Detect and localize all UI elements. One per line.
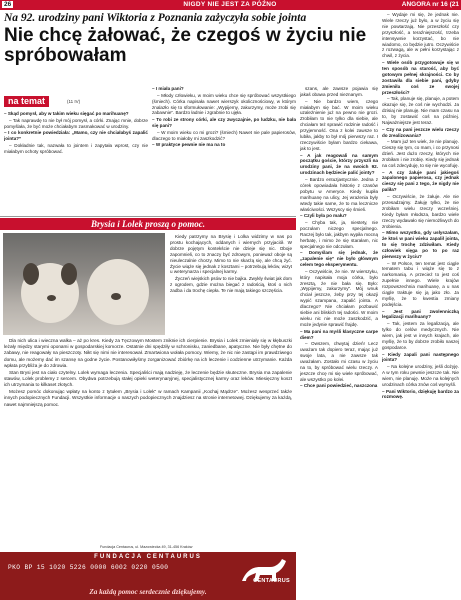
section-title: NIGDY NIE JEST ZA PÓŹNO bbox=[183, 1, 277, 8]
page-number: 26 bbox=[4, 1, 12, 8]
interview-answer: – Nie bardzo wiem, czego miałabym się bać. W moim wieku uzależnienie już na pewno nie grozi. Zrobiłam to nie tylko dla siebie, ale chciałam też sprawić rodzinie radość i przyjemność. Ona z kolei zawsze to lubiła, jakby to był mój pierwszy raz. I rzeczywiście byłam bardzo ciekawa, jak to jest. bbox=[300, 98, 378, 151]
logo-label: CENTAURUS bbox=[253, 578, 290, 584]
interview-question: – Czy na pani jeszcze wielu rzeczy do zrealizowania? bbox=[382, 126, 459, 138]
bank-account: PKO BP 15 1020 5226 0000 6002 0220 0500 bbox=[8, 564, 169, 571]
interview-question: – Czyli była po mału? bbox=[300, 213, 347, 219]
interview-question: – I miała pani? bbox=[152, 86, 184, 91]
interview-answer: – W moim wieku co mi grozi? (śmiech) Nawet nie pale papierosów, dlaczego to miałoby mi zaszkodzić? bbox=[152, 129, 296, 141]
appeal-side-paragraph-1: Kiedy patrzymy na Brysię i Lolka widzimy w nas po prostu kochających, oddanych i wiernych przyjaciół. W dobrze pojętym kontekście nie dzieje się nic. Oboje zapomnieli, co to znaczy być zdrowym, ponieważ oboje są nieuleczalnie chorzy. Mimo to nie skarżą się, ale chcą żyć. Życie wiąże się jednak z kosztami – potrzebują leków, wizyt u weterynarza i specjalnej karmy. bbox=[170, 234, 292, 275]
interview-answer: – Tak, planuje się, planuje, a potem okazuje się, że coś nie wychodzi. Ja dzisiaj nie planuję. Nie mam czasu na to, by zostawić coś na później. Najważniejsze jest teraz. bbox=[382, 96, 459, 125]
issue-label: ANGORA nr 16 (21 bbox=[401, 1, 459, 8]
page-header-bar bbox=[0, 0, 461, 10]
interview-question: – Wiele osób przygotowuje się w ten sposób na starość, aby być gotowym pełnej skrajności. Co by zostawiła dla siebie pani, gdyby zmieniła coś ze swojej przeszłości? bbox=[382, 60, 459, 95]
interview-answer: – Młody człowieku, w moim wieku chce się spróbować wszystkiego (śmiech). Córka napisała nawet wierszyk okolicznościowy, w którym znalazło się to sformułowanie: „Wypijemy, zakurzymy, może zrobi się zabawnie”. Bardzo ładnie i zgrabnie to ujęła. bbox=[152, 92, 296, 116]
appeal-body-paragraph-3: Możesz pomóc dokonując wpłaty na konto z tytułem „Brysia i Lolek” w ramach Kampanii „Kochaj Mądrze”. Możesz wesprzeć także innych podopiecznych Fundacji. Wszystkie informacje o naszych podopiecznych znajdziesz na stronie internetowej. Dziękujemy za każdą, nawet najmniejszą pomoc. bbox=[4, 389, 292, 407]
appeal-title: Brysia i Lolek proszą o pomoc. bbox=[0, 218, 296, 230]
appeal-body-text bbox=[4, 338, 292, 544]
section-date: (11 IV) bbox=[67, 99, 81, 104]
interview-answer: – Na kolejne urodziny, jeśli dożyję. A w tym roku pewnie jeszcze tak. Nie wiem, nie planuję. Może na kolejnych urodzinach córka znów coś wymyśli. bbox=[382, 364, 459, 387]
article-headline: Nie chcę żałować, że czegoś w życiu nie spróbowałam bbox=[4, 25, 367, 66]
appeal-body-paragraph-2: Stan Brysi jest na ciało czytelny. Lolek wymaga leczenia. Specjaliści mają nadzieję, że leczenie będzie skuteczne. Brysia ma zapalenie stawów, Lolek problemy z sercem. Obydwa potrzebują stałej opieki weterynaryjnej, specjalistycznej karmy oraz leków. Miesięczny koszt ich utrzymania to kilkaset złotych. bbox=[4, 369, 292, 388]
dog-lolek-ear bbox=[23, 263, 39, 285]
interview-question: – Mimo wszystko, gdy usłyszałam, że ktoś w pani wieku zapalił jointa, to się trochę zdziwiłam. Kiedy człowiek sięga po to po raz pierwszy w życiu? bbox=[382, 230, 459, 259]
interview-question: – A czy żałuje pani jakiegoś zapalonego papierosa, czy jednak cieszy się pani z tego, że nigdy nie paliła? bbox=[382, 169, 459, 193]
interview-answer: – Tak naprawdę to nie był mój pomysł, a córki. Znając mnie, dobrze pomyślała, że być może chciałabym zasmakować w urodziny. bbox=[4, 117, 148, 129]
fund-address: Fundacja Centaurus, ul. Mazowiecka 49, 31-456 Kraków bbox=[100, 545, 193, 549]
interview-question: – Skąd pomysł, aby w takim wieku sięgać po marihuanę? bbox=[4, 111, 129, 116]
interview-question: – A jak reagowali na samym początku goście, którzy przyszli na urodziny pani, że na swoich 92. urodzinach będziecie palić jointy? bbox=[300, 152, 378, 176]
interview-question: – Domyślam się jednak, że „zapalenie się” nie było głównym celem tego eksperymentu. bbox=[300, 250, 378, 268]
article-kicker: Na 92. urodziny pani Wiktoria z Poznania zażyczyła sobie jointa bbox=[4, 12, 307, 24]
dogs-photo bbox=[3, 233, 165, 335]
dog-lolek-ear-right bbox=[61, 263, 77, 285]
interview-answer: – Owszem, chwytaj dzień! Lecz uważam tak dopiero teraz, mając już swoje lata, a nie zawsze tak uważałam. Zostało mi czasu w życiu na to, by spróbować wielu rzeczy. A jeszcze chcę mi się wiele spróbować, ale wszystko po kolei. bbox=[300, 341, 378, 382]
appeal-side-text bbox=[170, 234, 292, 334]
dog-brysia bbox=[87, 259, 149, 325]
interview-answer: – Oczywiście, że żałuje. Ale nie przesadzajmy. Żałuję tylko, że nie zrobiłam wielu rzeczy wcześniej. Kiedy byłam młodsza, bardzo wiele rzeczy wydawało się niemożliwych do zrobienia. bbox=[382, 193, 459, 229]
interview-answer: – Bardzo entuzjastycznie. Jedna z córek opowiadała historię z czasów pobytu w Ameryce. Kiedy kupiła marihuanę na ulicy, Jej wrażenia były wtedy takie same, że to ma lecznicze właściwości. Wszyscy się śmieli. bbox=[300, 176, 378, 212]
interview-question: – Ma pani na myśli klasyczne carpe diem? bbox=[300, 328, 378, 340]
interview-question: – W praktyce pewnie nie ma na to bbox=[152, 142, 226, 148]
thank-you-line: Za każdą pomoc serdecznie dziękujemy. bbox=[89, 588, 207, 596]
interview-question: – Kiedy zapali pani następnego jointa? bbox=[382, 351, 459, 363]
interview-answer: – W Polsce, ten temat jest ciągle tematem tabu i wiąże się to z narkomanią. A przecież to jest coś zupełnie innego. Wiele krajów rozpowszechnia marihuanę, a u nas ciągle traktuje się ją jako zło. Ja myślę, że to kwestia zmiany podejścia. bbox=[382, 260, 459, 307]
interview-answer: – Chyba tak, ja, niestety, nie poczułam niczego specjalnego. Raczej było tak, jakbym wypiła mocną herbatę, i mimo że się starałam, nic specjalnego nie odczułam. bbox=[300, 219, 378, 249]
interview-question: – Jest pani zwolenniczką legalizacji marihuany? bbox=[382, 308, 459, 320]
interview-answer: – Dokładnie tak, nazwała to jointem i zapytała wprost, czy nie miałabym ochoty spróbować. bbox=[4, 142, 148, 154]
article-column-1 bbox=[4, 111, 148, 213]
fund-name: FUNDACJA CENTAURUS bbox=[94, 554, 202, 560]
interview-question: – To robi ze strony córki, ale czy zwyczajnie, po ludzku, nie bała się pani? bbox=[152, 117, 296, 129]
interview-answer: – Wydaje mi się, że jednak nie. Wiele rzeczy już było, a w życiu się nie powtarzają. Nie przeszłość czy przyszłość, a teraźniejszość, trzeba intensywnie korzystać, bo nie wiadomo, co będzie jutro. Oczywiście z rozwagą, ale w pełni korzystając z chwil, z życia. bbox=[382, 12, 459, 59]
interview-answer: szans, ale zawsze pojawia się jakaś obawa przed nieznanym. bbox=[300, 86, 378, 97]
article-column-3-body bbox=[300, 86, 378, 598]
interview-question: – Chce pani powiedzieć, naszczona bbox=[300, 383, 378, 389]
appeal-body-paragraph-1: Dla nich ulica i wieczna walka – aż po kres. Kiedy za Tęczowym Mostem zniknie ich cierpienie. Brysia i Lolek zmieniały się w kłębuszki leżały między starymi oponami w gospodarskiej komorze. Ostatnie dni spędziły w schronisku, zaniedbane, apatyczne. Nie były chętne do zabawy, nie reagowały na pieszczoty. Nikt się nimi nie interesował. Zmartwiona wołała pomocy. Wiemy, że nic nie zastąpi im prawdziwego domu, ale możemy dać im szansę na godne życie. Postanowiłyśmy zorganizować zbiórkę na ich leczenie i codzienne utrzymanie. Każda wpłata przybliża je do zdrowia. bbox=[4, 338, 292, 368]
interview-question: – I co konkretnie powiedziała: „Mamo, czy nie chciałabyś zapalić jointa?” bbox=[4, 130, 148, 142]
article-column-4-body bbox=[382, 12, 459, 598]
dog-brysia-nose bbox=[111, 293, 121, 300]
interview-answer: – Mam już ten wiek, że nie planuję. Cieszę się tym, co mam, i co przynosi dzień. Jest dużo rzeczy, których nie zrobiłam i nie zrobię. Kiedy się jednak na coś zdecyduję, to się nie wycofuję. bbox=[382, 139, 459, 168]
interview-answer: – Oczywiście, że nie. W wierszyku, który napisała moja córka, było zresztą, że nie bała się. Było: „Wypijemy, zakurzymy”. Mój wnuk chciał jeszcze, żeby przy tej okazji wypić szampana, zapalić jointa. A dlaczego? Nie chciałam pozbawić siebie ani bliskich tej radości. W moim wieku nic nie może zaszkodzić, a może jedynie sprawić frajdę. bbox=[300, 268, 378, 327]
appeal-side-paragraph-2: Życzeń wiejskich psów to nie bajka. Zwykły świat jak dom z ogrodem, gdzie można biegać z radością, ktoś o nich zadba i da trochę ciepła. Te nie mają takiego szczęścia. bbox=[170, 276, 292, 293]
fund-band bbox=[0, 552, 296, 600]
interview-answer: – Tak, jestem za legalizacją, ale tylko do celów medycznych. Nie wiem, jak jest w innych krajach, ale myślę, że to by dobrze zrobiło naszej gospodarce. bbox=[382, 321, 459, 350]
section-label: na temat bbox=[4, 96, 49, 107]
article-column-2 bbox=[152, 86, 296, 214]
dog-lolek-nose bbox=[47, 295, 56, 301]
interview-question: – Pani Wiktorio, dziękuję bardzo za rozmowę. bbox=[382, 388, 459, 400]
